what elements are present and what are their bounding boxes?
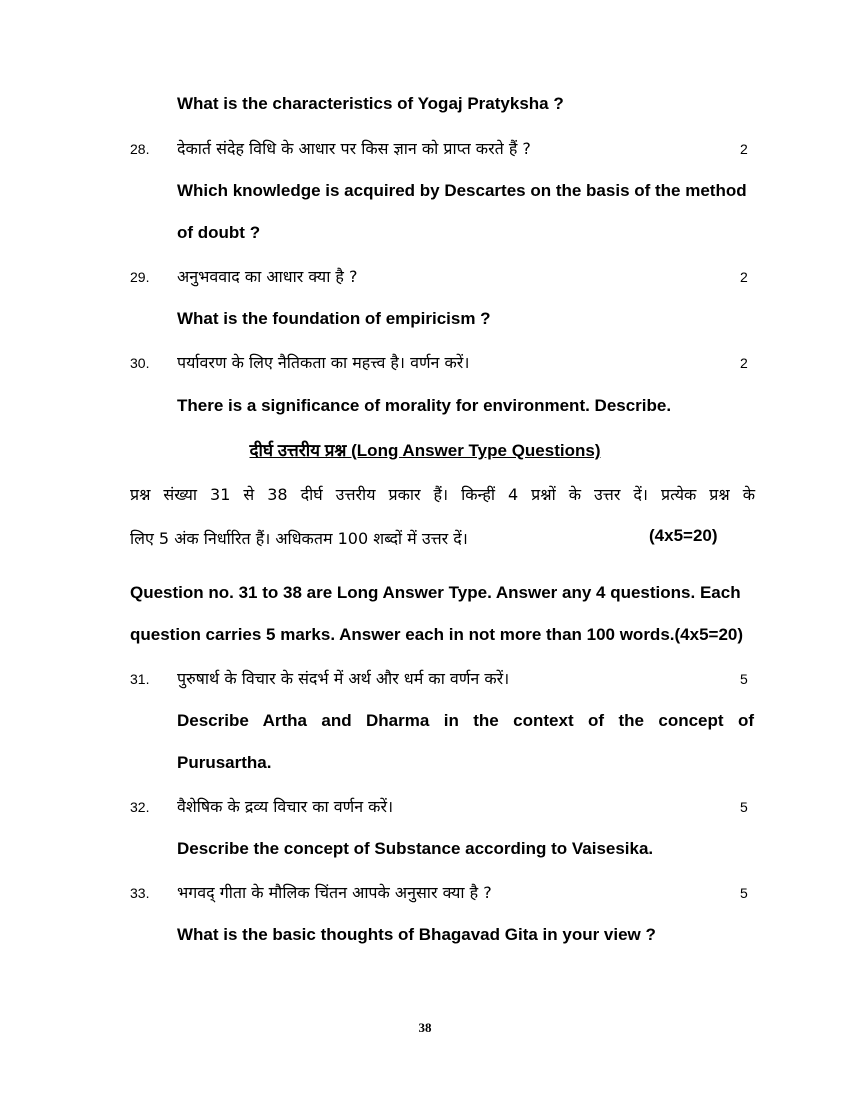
q31-english-line1: Describe Artha and Dharma in the context of the concept of (177, 711, 754, 730)
q29-hindi: अनुभववाद का आधार क्या है ? (177, 267, 358, 286)
q33-number: 33. (130, 885, 150, 901)
q32-english: Describe the concept of Substance according to Vaisesika. (177, 839, 654, 858)
q28-hindi: देकार्त संदेह विधि के आधार पर किस ज्ञान को प्राप्त करते हैं ? (177, 139, 531, 158)
section-hindi-line2: लिए 5 अंक निर्धारित हैं। अधिकतम 100 शब्दों में उत्तर दें। (130, 529, 468, 548)
q33-marks: 5 (740, 885, 748, 901)
q28-english-line1: Which knowledge is acquired by Descartes on the basis of the method (177, 181, 747, 200)
q32-hindi: वैशेषिक के द्रव्य विचार का वर्णन करें। (177, 797, 394, 816)
q33-english: What is the basic thoughts of Bhagavad Gita in your view ? (177, 925, 656, 944)
q27-english: What is the characteristics of Yogaj Pratyksha ? (177, 94, 564, 113)
q29-english: What is the foundation of empiricism ? (177, 309, 491, 328)
q29-number: 29. (130, 269, 150, 285)
q28-number: 28. (130, 141, 150, 157)
section-english-line2: question carries 5 marks. Answer each in not more than 100 words.(4x5=20) (130, 625, 744, 644)
q31-hindi: पुरुषार्थ के विचार के संदर्भ में अर्थ और धर्म का वर्णन करें। (177, 669, 510, 688)
q30-number: 30. (130, 355, 150, 371)
page-number: 38 (418, 1020, 432, 1035)
q33-hindi: भगवद् गीता के मौलिक चिंतन आपके अनुसार क्या है ? (177, 883, 492, 902)
q30-hindi: पर्यावरण के लिए नैतिकता का महत्त्व है। वर्णन करें। (177, 353, 470, 372)
q31-english-line2: Purusartha. (177, 753, 272, 772)
q30-marks: 2 (740, 355, 748, 371)
q28-english-line2: of doubt ? (177, 223, 261, 242)
q29-marks: 2 (740, 269, 748, 285)
q30-english: There is a significance of morality for environment. Describe. (177, 396, 672, 415)
section-english-line1: Question no. 31 to 38 are Long Answer Type. Answer any 4 questions. Each (130, 583, 741, 602)
q32-marks: 5 (740, 799, 748, 815)
section-hindi-line1: प्रश्न संख्या 31 से 38 दीर्घ उत्तरीय प्रकार हैं। किन्हीं 4 प्रश्नों के उत्तर दें। प्रत्येक प्रश्न के (130, 485, 755, 504)
section-heading: दीर्घ उत्तरीय प्रश्न (Long Answer Type Questions) (249, 441, 601, 460)
q28-marks: 2 (740, 141, 748, 157)
q32-number: 32. (130, 799, 150, 815)
section-hindi-marks: (4x5=20) (649, 526, 718, 545)
q31-number: 31. (130, 671, 150, 687)
q31-marks: 5 (740, 671, 748, 687)
